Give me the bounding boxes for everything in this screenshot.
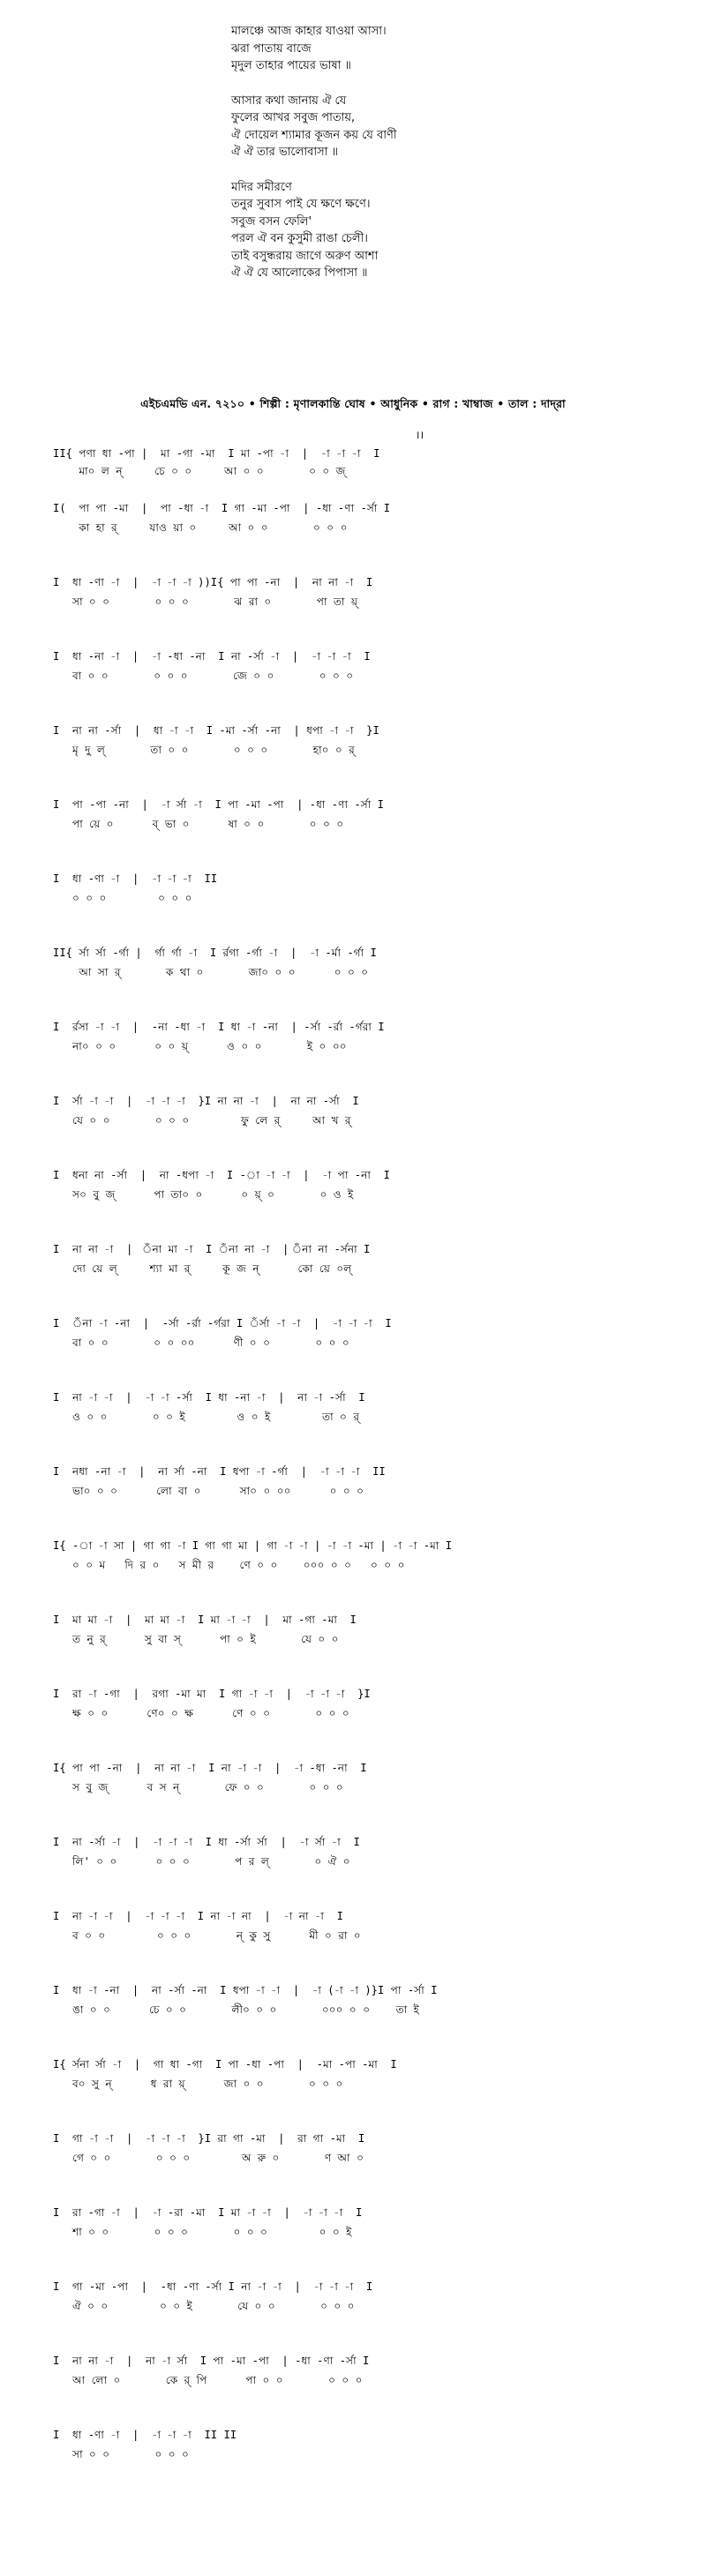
notation-swara-line: I ধা -ণা -া | -া -া -া ))I{ পা পা -না | না না -া I xyxy=(53,576,373,588)
notation-lyric-line: সা ০ ০ ০ ০ ০ ঝ রা ০ পা তা য়্ xyxy=(53,595,358,608)
notation-row xyxy=(53,1687,662,1761)
notation-row xyxy=(53,946,662,1020)
notation-lyric-line: শা ০ ০ ০ ০ ০ ০ ০ ০ ০ ০ ই xyxy=(53,2226,352,2238)
notation-row xyxy=(53,1390,662,1464)
notation-swara-line: I না না -া | না -া র্সা I পা -মা -পা | -ধা -ণা -র্সা I xyxy=(53,2355,370,2367)
notation-swara-line: I{ র্সনা র্সা -া | গা ধা -গা I পা -ধা -পা | -মা -পা -মা I xyxy=(53,2058,397,2071)
notation-swara-line: I না -া -া | -া -া -া I না -া না | -া না -া I xyxy=(53,1910,343,1922)
notation-swara-line: I মা মা -া | মা মা -া I মা -া -া | মা -গা -মা I xyxy=(53,1614,357,1626)
notation-swara-line: I না -া -া | -া -া -র্সা I ধা -না -া | না -া -র্সা I xyxy=(53,1391,365,1404)
notation-lyric-line: পা য়ে ০ ব্ ভা ০ ষা ০ ০ ০ ০ ০ xyxy=(53,818,344,830)
notation-row xyxy=(53,1761,662,1835)
notation-lyric-line: লি' ০ ০ ০ ০ ০ প র ল্ ০ ঐ ০ xyxy=(53,1855,350,1868)
notation-swara-line: I নধা -না -া | না র্সা -না I ধপা -া -র্গা | -া -া -া II xyxy=(53,1465,386,1478)
notation-row xyxy=(53,649,662,723)
notation-row xyxy=(53,2057,662,2131)
notation-lyric-line: ত নু র্ সু বা স্ পা ০ ই যে ০ ০ xyxy=(53,1633,339,1645)
notation-row xyxy=(53,2131,662,2205)
poem-line: মদির সমীরণে xyxy=(231,180,292,194)
notation-lyric-line: ও ০ ০ ০ ০ ই ও ০ ই তা ০ র্ xyxy=(53,1411,360,1423)
notation-lyric-line: ঙা ০ ০ চে ০ ০ লী০ ০ ০ ০০০ ০ ০ তা ই xyxy=(53,2003,419,2016)
notation-swara-line: I না -র্সা -া | -া -া -া I ধা -র্সা র্সা | -া র্সা -া I xyxy=(53,1836,360,1848)
notation-row xyxy=(53,872,662,946)
notation-lyric-line: বা ০ ০ ০ ০ ০ জে ০ ০ ০ ০ ০ xyxy=(53,670,354,682)
notation-lyric-line: না০ ০ ০ ০ ০ য়্ ও ০ ০ ই ০ ০০ xyxy=(53,1040,347,1052)
notation-swara-line: I ধা -া -না | না -র্সা -না I ধপা -া -া | -া (-া -া )}I পা -র্সা I xyxy=(53,1984,438,1996)
notation-lyric-line: কা হা র্ যাও য়া ০ আ ০ ০ ০ ০ ০ xyxy=(53,521,348,534)
notation-row xyxy=(53,2428,662,2502)
notation-row xyxy=(53,427,662,501)
poem-line: তনুর সুবাস পাই যে ক্ষণে ক্ষণে। xyxy=(231,198,371,211)
notation-row xyxy=(53,1835,662,1909)
notation-lyric-line: ০ ০ ম দি র ০ স মী র ণে ০ ০ ০০০ ০ ০ ০ ০ ০ xyxy=(53,1559,405,1571)
notation-row xyxy=(53,1168,662,1242)
notation-swara-line: I{ -া -া সা | গা গা -া I গা গা মা | গা -া -া | -া -া -মা | -া -া -মা I xyxy=(53,1539,453,1552)
notation-row xyxy=(53,1242,662,1316)
swaralipi-notation xyxy=(53,427,662,2502)
notation-row xyxy=(53,1983,662,2057)
notation-lyric-line: বা ০ ০ ০ ০ ০০ ণী ০ ০ ০ ০ ০ xyxy=(53,1337,349,1349)
notation-lyric-line: আ লো ০ কে র্ পি পা ০ ০ ০ ০ ০ xyxy=(53,2374,363,2386)
notation-lyric-line: যে ০ ০ ০ ০ ০ ফু লে র্ আ খ র্ xyxy=(53,1114,351,1127)
notation-swara-line: II{ র্সা র্সা -র্গা | র্গা র্গা -া I র্রগা -র্গা -া | -া -র্মা -র্গা I xyxy=(53,947,377,959)
notation-swara-line: I{ পা পা -না | না না -া I না -া -া | -া -ধা -না I xyxy=(53,1762,367,1774)
notation-swara-line: I গা -া -া | -া -া -া }I রা গা -মা | রা গা -মা I xyxy=(53,2132,365,2145)
poem-stanza-2 xyxy=(231,93,655,161)
notation-lyric-line: ক্ষ ০ ০ ণে০ ০ ক্ষ ণে ০ ০ ০ ০ ০ xyxy=(53,1707,349,1719)
notation-lyric-line: গে ০ ০ ০ ০ ০ অ রু ০ ণ আ ০ xyxy=(53,2152,364,2164)
notation-lyric-line: স০ বু জ্ পা তা০ ০ ০ য়্ ০ ০ ও ই xyxy=(53,1188,354,1201)
poem-stanza-3 xyxy=(231,179,655,282)
notation-swara-line: I রা -গা -া | -া -রা -মা I মা -া -া | -া -া -া I xyxy=(53,2206,363,2219)
notation-lyric-line: ব০ সু ন্ ধ রা য়্ জা ০ ০ ০ ০ ০ xyxy=(53,2078,343,2090)
notation-lyric-line: দো য়ে ল্ শ্যা মা র্ কূ জ ন্ কো য়ে ০ল্ xyxy=(53,1262,352,1275)
poem-line: ঐ দোয়েল শ্যামার কূজন কয় যে বাণী xyxy=(231,128,397,142)
notation-lyric-line: সা ০ ০ ০ ০ ০ xyxy=(53,2448,189,2460)
notation-row xyxy=(53,1464,662,1539)
notation-lyric-line: ০ ০ ০ ০ ০ ০ xyxy=(53,892,192,904)
notation-row xyxy=(53,1020,662,1094)
notation-lyric-line: ভা০ ০ ০ লো বা ০ সা০ ০ ০০ ০ ০ ০ xyxy=(53,1485,364,1497)
notation-row xyxy=(53,501,662,575)
notation-row xyxy=(53,1539,662,1613)
song-lyrics-poem xyxy=(231,23,655,300)
notation-swara-line: I রা -া -গা | রগা -মা মা I গা -া -া | -া -া -া }I xyxy=(53,1688,371,1700)
notation-swara-line: I ধা -ণা -া | -া -া -া II xyxy=(53,872,218,885)
notation-lyric-line: ব ০ ০ ০ ০ ০ ন্ কু সু মী ০ রা ০ xyxy=(53,1929,361,1942)
notation-swara-line: I( পা পা -মা | পা -ধা -া I গা -মা -পা | -ধা -ণা -র্সা I xyxy=(53,502,391,514)
poem-line: সবুজ বসন ফেলি' xyxy=(231,214,312,228)
poem-line: ঝরা পাতায় বাজে xyxy=(231,41,312,56)
poem-line: ফুলের আখর সবুজ পাতায়, xyxy=(231,111,356,124)
notation-lyric-line: ঐ ০ ০ ০ ০ ই যে ০ ০ ০ ০ ০ xyxy=(53,2300,355,2312)
notation-swara-line: I র্সা -া -া | -া -া -া }I না না -া | না না -র্সা I xyxy=(53,1095,359,1107)
notation-row xyxy=(53,723,662,798)
notation-swara-line: I ঁনা -া -না | -র্সা -র্রা -র্গরা I ঁর্সা -া -া | -া -া -া I xyxy=(53,1317,392,1329)
notation-row xyxy=(53,575,662,649)
notation-row xyxy=(53,2205,662,2280)
notation-lyric-line: মৃ দু ল্ তা ০ ০ ০ ০ ০ হা০ ০ র্ xyxy=(53,744,355,756)
poem-stanza-1 xyxy=(231,23,655,75)
notation-swara-line: I ধনা না -র্সা | না -ধপা -া I -া -া -া | -া পা -না I xyxy=(53,1169,390,1181)
poem-line: মৃদুল তাহার পায়ের ভাষা ॥ xyxy=(231,59,351,72)
recording-info-line: এইচএমভি এন. ৭২১০ • শিল্পী : মৃণালকান্তি ঘোষ • আধুনিক • রাগ : খাম্বাজ • তাল : দাদ্‌রা xyxy=(140,397,566,410)
notation-row xyxy=(53,798,662,872)
notation-swara-line: ।। xyxy=(53,429,424,441)
notation-lyric-line: II{ পণা ধা -পা | মা -গা -মা I মা -পা -া | -া -া -া I মা০ ল ন্ চে ০ ০ আ ০ ০ ০ ০ জ্ xyxy=(53,447,380,477)
notation-swara-line: I না না -র্সা | ধা -া -া I -মা -র্সা -না | ধপা -া -া }I xyxy=(53,724,379,737)
notation-swara-line: I গা -মা -পা | -ধা -ণা -র্সা I না -া -া | -া -া -া I xyxy=(53,2280,373,2293)
poem-line: আসার কথা জানায় ঐ যে xyxy=(231,94,347,108)
notation-row xyxy=(53,1613,662,1687)
notation-swara-line: I ধা -না -া | -া -ধা -না I না -র্সা -া | -া -া -া I xyxy=(53,650,371,663)
notation-lyric-line: স বু জ্ ব স ন্ ফে ০ ০ ০ ০ ০ xyxy=(53,1781,343,1793)
poem-line: ঐ ঐ তার ভালোবাসা ॥ xyxy=(231,146,338,159)
poem-line: পরল ঐ বন কুসুমী রাঙা চেলী। xyxy=(231,232,368,245)
notation-swara-line: I না না -া | ঁনা মা -া I ঁনা না -া | ঁনা না -র্সনা I xyxy=(53,1243,371,1255)
notation-row xyxy=(53,1094,662,1168)
notation-swara-line: I পা -পা -না | -া র্সা -া I পা -মা -পা | -ধা -ণা -র্সা I xyxy=(53,798,384,811)
notation-row xyxy=(53,2354,662,2428)
notation-swara-line: I র্রসা -া -া | -না -ধা -া I ধা -া -না | -র্সা -র্রা -র্গরা I xyxy=(53,1021,385,1033)
notation-row xyxy=(53,1316,662,1390)
notation-row xyxy=(53,2280,662,2354)
notation-row xyxy=(53,1909,662,1983)
poem-line: ঐ ঐ যে আলোকের পিপাসা ॥ xyxy=(231,266,368,280)
notation-swara-line: I ধা -ণা -া | -া -া -া II II xyxy=(53,2429,237,2441)
poem-line: মালঞ্চে আজ কাহার যাওয়া আসা। xyxy=(231,25,387,38)
poem-line: তাই বসুন্ধরায় জাগে অরুণ আশা xyxy=(231,249,379,263)
notation-lyric-line: আ সা র্ ক থা ০ জা০ ০ ০ ০ ০ ০ xyxy=(53,966,369,978)
